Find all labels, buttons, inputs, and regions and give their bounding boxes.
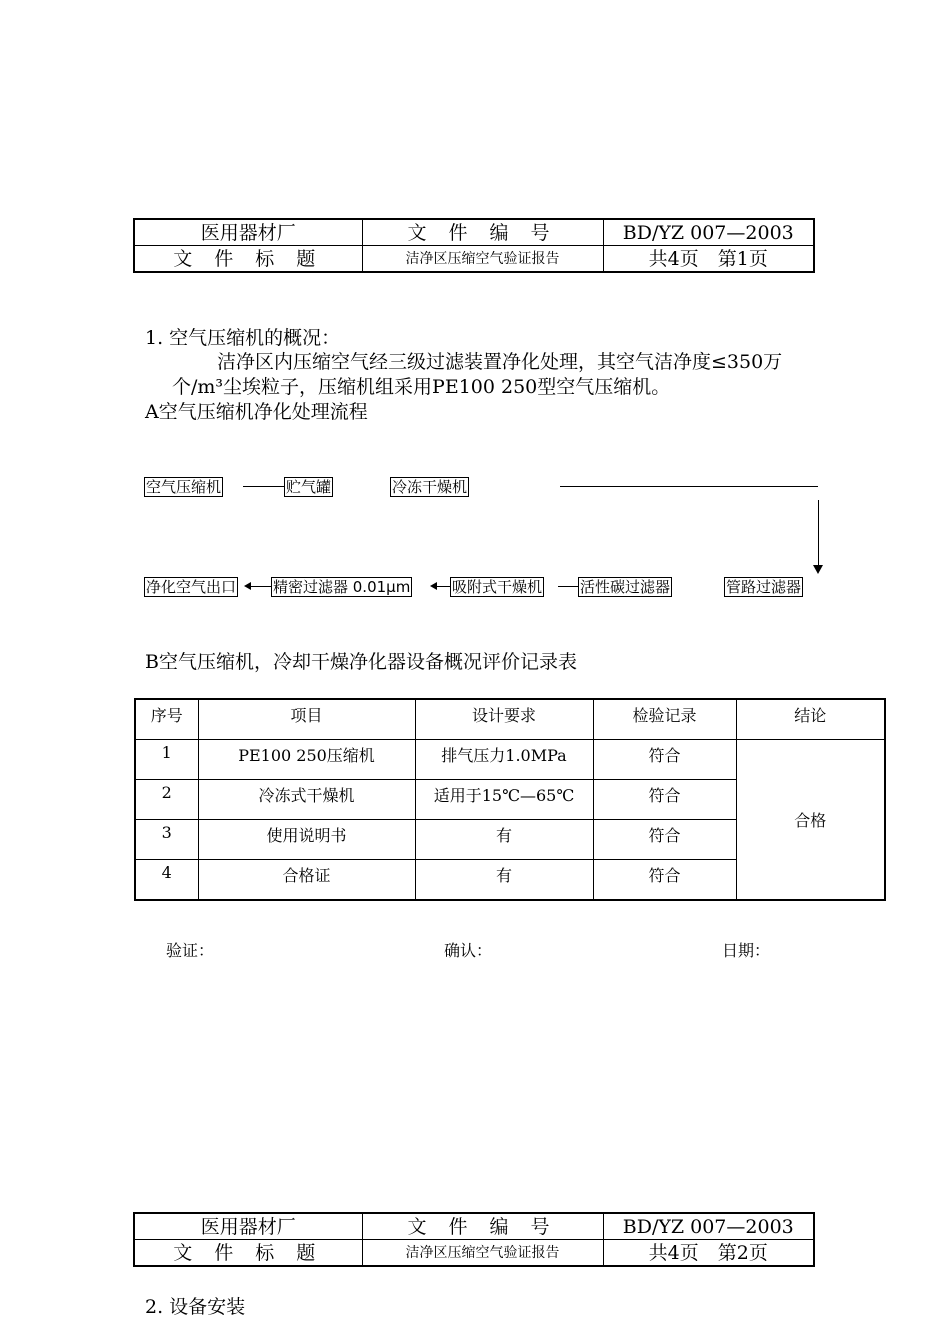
- section1-paragraph-line2: 个/m³尘埃粒子，压缩机组采用PE100 250型空气压缩机。: [172, 376, 671, 398]
- table-cell: 1: [135, 740, 198, 780]
- verify-label: 验证：: [166, 941, 215, 960]
- column-header: 结论: [736, 699, 885, 740]
- company-name: 医用器材厂: [135, 1214, 362, 1240]
- table-cell: 有: [415, 860, 593, 901]
- column-header: 设计要求: [415, 699, 593, 740]
- table-cell: 符合: [593, 740, 736, 780]
- table-cell: 冷冻式干燥机: [198, 780, 415, 820]
- document-header-page2: [133, 1212, 815, 1267]
- page-count: 共4页 第1页: [603, 246, 813, 272]
- doc-title: 洁净区压缩空气验证报告: [362, 246, 603, 272]
- column-header: 检验记录: [593, 699, 736, 740]
- table-cell: 符合: [593, 860, 736, 901]
- column-header: 序号: [135, 699, 198, 740]
- arrow-left-icon: [244, 582, 251, 590]
- doc-title: 洁净区压缩空气验证报告: [362, 1240, 603, 1266]
- section1-heading: 1. 空气压缩机的概况：: [145, 327, 341, 349]
- flow-connector-vertical: [818, 500, 819, 568]
- table-row: [135, 740, 885, 780]
- flow-node-compressor: 空气压缩机: [146, 478, 222, 496]
- flow-connector: [560, 486, 818, 487]
- flow-node-tank: 贮气罐: [286, 478, 332, 496]
- flow-node-outlet: 净化空气出口: [146, 578, 237, 596]
- table-cell: 适用于15℃—65℃: [415, 780, 593, 820]
- arrow-down-icon: [813, 565, 823, 574]
- flow-node-precision-filter: 精密过滤器 0.01μm: [273, 578, 411, 596]
- table-cell: 有: [415, 820, 593, 860]
- doc-number-label: 文 件 编 号: [362, 220, 603, 246]
- doc-number-label: 文 件 编 号: [362, 1214, 603, 1240]
- table-cell: PE100 250压缩机: [198, 740, 415, 780]
- document-header-page1: [133, 218, 815, 273]
- section1-paragraph-line1: 洁净区内压缩空气经三级过滤装置净化处理，其空气洁净度≤350万: [217, 351, 783, 373]
- date-label: 日期：: [722, 941, 771, 960]
- confirm-label: 确认：: [444, 941, 493, 960]
- table-cell: 2: [135, 780, 198, 820]
- flow-node-adsorb-dryer: 吸附式干燥机: [452, 578, 543, 596]
- doc-number: BD/YZ 007—2003: [603, 220, 813, 246]
- table-cell: 使用说明书: [198, 820, 415, 860]
- doc-number: BD/YZ 007—2003: [603, 1214, 813, 1240]
- table-cell: 合格证: [198, 860, 415, 901]
- table-cell: 4: [135, 860, 198, 901]
- arrow-left-icon: [430, 582, 437, 590]
- evaluation-table: [134, 698, 886, 901]
- eval-table-title: B空气压缩机，冷却干燥净化器设备概况评价记录表: [145, 651, 577, 673]
- column-header: 项目: [198, 699, 415, 740]
- table-cell: 符合: [593, 820, 736, 860]
- flow-node-pipe-filter: 管路过滤器: [726, 578, 802, 596]
- flow-node-dryer: 冷冻干燥机: [392, 478, 468, 496]
- flow-connector: [558, 586, 578, 587]
- table-cell: 符合: [593, 780, 736, 820]
- company-name: 医用器材厂: [135, 220, 362, 246]
- doc-title-label: 文 件 标 题: [135, 246, 362, 272]
- section2-heading: 2. 设备安装: [145, 1296, 246, 1318]
- flow-node-carbon-filter: 活性碳过滤器: [580, 578, 671, 596]
- flow-subtitle: A空气压缩机净化处理流程: [145, 401, 368, 423]
- conclusion-cell: 合格: [736, 740, 885, 901]
- table-cell: 3: [135, 820, 198, 860]
- doc-title-label: 文 件 标 题: [135, 1240, 362, 1266]
- page-count: 共4页 第2页: [603, 1240, 813, 1266]
- flow-connector: [243, 486, 288, 487]
- table-header-row: [135, 699, 885, 740]
- table-cell: 排气压力1.0MPa: [415, 740, 593, 780]
